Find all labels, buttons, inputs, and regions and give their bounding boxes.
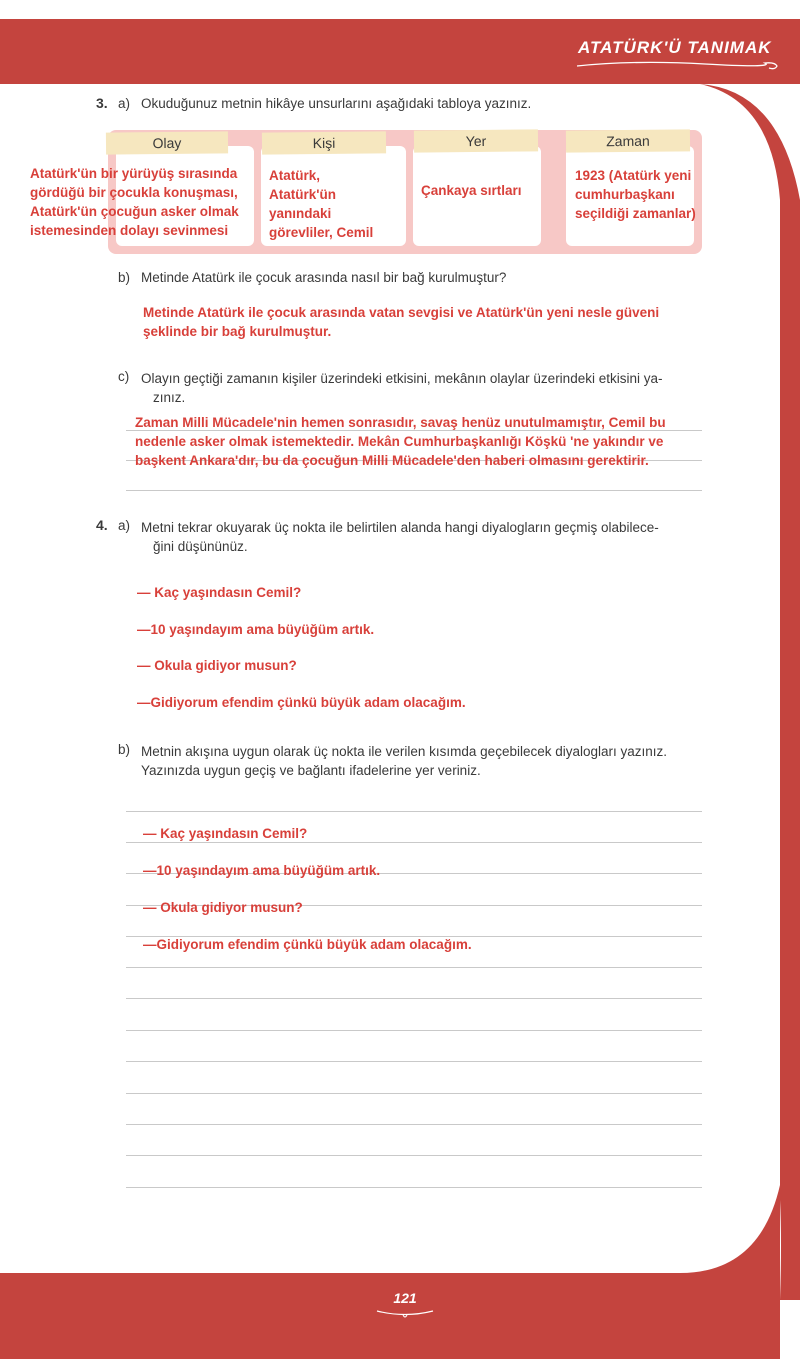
writing-line: [126, 1187, 702, 1188]
q3-number: 3.: [96, 95, 108, 111]
right-curve-band: [700, 60, 800, 1300]
q3c-prompt: [141, 369, 701, 407]
table-header-zaman: Zaman: [566, 129, 690, 152]
kisi-line: yanındaki: [269, 206, 332, 221]
kisi-line: görevliler, Cemil: [269, 225, 374, 240]
q3c-answer: [135, 413, 705, 470]
answer-line: başkent Ankara'dır, bu da çocuğun Milli Mücadele'den haberi olmasını gerektirir.: [135, 453, 649, 468]
answer-line: Metinde Atatürk ile çocuk arasında vatan sevgisi ve Atatürk'ün yeni nesle güveni: [143, 305, 660, 320]
zaman-line: seçildiği zamanlar): [575, 206, 696, 221]
q4a-letter: a): [118, 518, 131, 533]
q3b-answer: [143, 303, 703, 341]
kisi-answer: [269, 166, 409, 242]
answer-line: Zaman Milli Mücadele'nin hemen sonrasıdır, savaş henüz unutulmamıştır, Cemil bu: [135, 415, 666, 430]
prompt-line: Yazınızda uygun geçiş ve bağlantı ifadelerine yer veriniz.: [141, 763, 481, 778]
q3a-prompt: Okuduğunuz metnin hikâye unsurlarını aşağıdaki tabloya yazınız.: [141, 96, 532, 111]
bottom-footer: [0, 1185, 800, 1359]
top-left-white-tab: [0, 0, 172, 19]
q3c-line-3: [126, 490, 702, 491]
answer-line: nedenle asker olmak istemektedir. Mekân Cumhurbaşkanlığı Köşkü 'ne yakındır ve: [135, 434, 664, 449]
writing-line: [126, 998, 702, 999]
table-header-olay: Olay: [106, 131, 228, 154]
prompt-line: Metnin akışına uygun olarak üç nokta ile verilen kısımda geçebilecek diyalogları yazınız.: [141, 744, 668, 759]
olay-answer: [30, 164, 270, 240]
writing-line: [126, 1093, 702, 1094]
q4b-dialogue-1: — Kaç yaşındasın Cemil?: [143, 826, 308, 841]
q4b-dialogue-2: —10 yaşındayım ama büyüğüm artık.: [143, 863, 381, 878]
page-number: 121: [393, 1290, 417, 1306]
writing-line: [126, 1124, 702, 1125]
q3b-prompt: Metinde Atatürk ile çocuk arasında nasıl bir bağ kurulmuştur?: [141, 270, 507, 285]
prompt-line: ğini düşününüz.: [153, 539, 248, 554]
q3b-letter: b): [118, 270, 131, 285]
q3a-letter: a): [118, 96, 131, 111]
q4a-dialogue-1: — Kaç yaşındasın Cemil?: [137, 585, 302, 600]
writing-line: [126, 1061, 702, 1062]
olay-line: istemesinden dolayı sevinmesi: [30, 223, 229, 238]
answer-line: şeklinde bir bağ kurulmuştur.: [143, 324, 332, 339]
q4b-dialogue-4: —Gidiyorum efendim çünkü büyük adam olacağım.: [143, 937, 472, 952]
kisi-line: Atatürk,: [269, 168, 321, 183]
olay-line: Atatürk'ün bir yürüyüş sırasında: [30, 166, 238, 181]
table-header-kisi: Kişi: [262, 131, 386, 154]
q4b-letter: b): [118, 742, 131, 757]
yer-answer: Çankaya sırtları: [421, 183, 522, 198]
zaman-line: 1923 (Atatürk yeni: [575, 168, 692, 183]
banner-title: ATATÜRK'Ü TANIMAK: [578, 38, 772, 57]
kisi-line: Atatürk'ün: [269, 187, 336, 202]
writing-line: [126, 1030, 702, 1031]
q4b-dialogue-3: — Okula gidiyor musun?: [143, 900, 303, 915]
olay-line: Atatürk'ün çocuğun asker olmak: [30, 204, 239, 219]
q4-number: 4.: [96, 517, 108, 533]
q4a-prompt: [141, 518, 701, 556]
zaman-line: cumhurbaşkanı: [575, 187, 675, 202]
prompt-line: zınız.: [153, 390, 186, 405]
prompt-line: Metni tekrar okuyarak üç nokta ile belirtilen alanda hangi diyalogların geçmiş olabilece-: [141, 520, 659, 535]
prompt-line: Olayın geçtiği zamanın kişiler üzerindeki etkisini, mekânın olaylar üzerindeki etkisini ya-: [141, 371, 663, 386]
writing-line: [126, 811, 702, 812]
olay-line: gördüğü bir çocukla konuşması,: [30, 185, 238, 200]
page-number-swirl-icon: [375, 1308, 435, 1320]
q3c-letter: c): [118, 369, 130, 384]
table-header-yer: Yer: [414, 129, 538, 152]
q4a-dialogue-3: — Okula gidiyor musun?: [137, 658, 297, 673]
q4a-dialogue-2: —10 yaşındayım ama büyüğüm artık.: [137, 622, 375, 637]
writing-line: [126, 967, 702, 968]
top-right-white-strip: [172, 0, 800, 19]
writing-line: [126, 1155, 702, 1156]
zaman-answer: [575, 166, 710, 223]
q4a-dialogue-4: —Gidiyorum efendim çünkü büyük adam olacağım.: [137, 695, 466, 710]
q4b-prompt: [141, 742, 706, 780]
